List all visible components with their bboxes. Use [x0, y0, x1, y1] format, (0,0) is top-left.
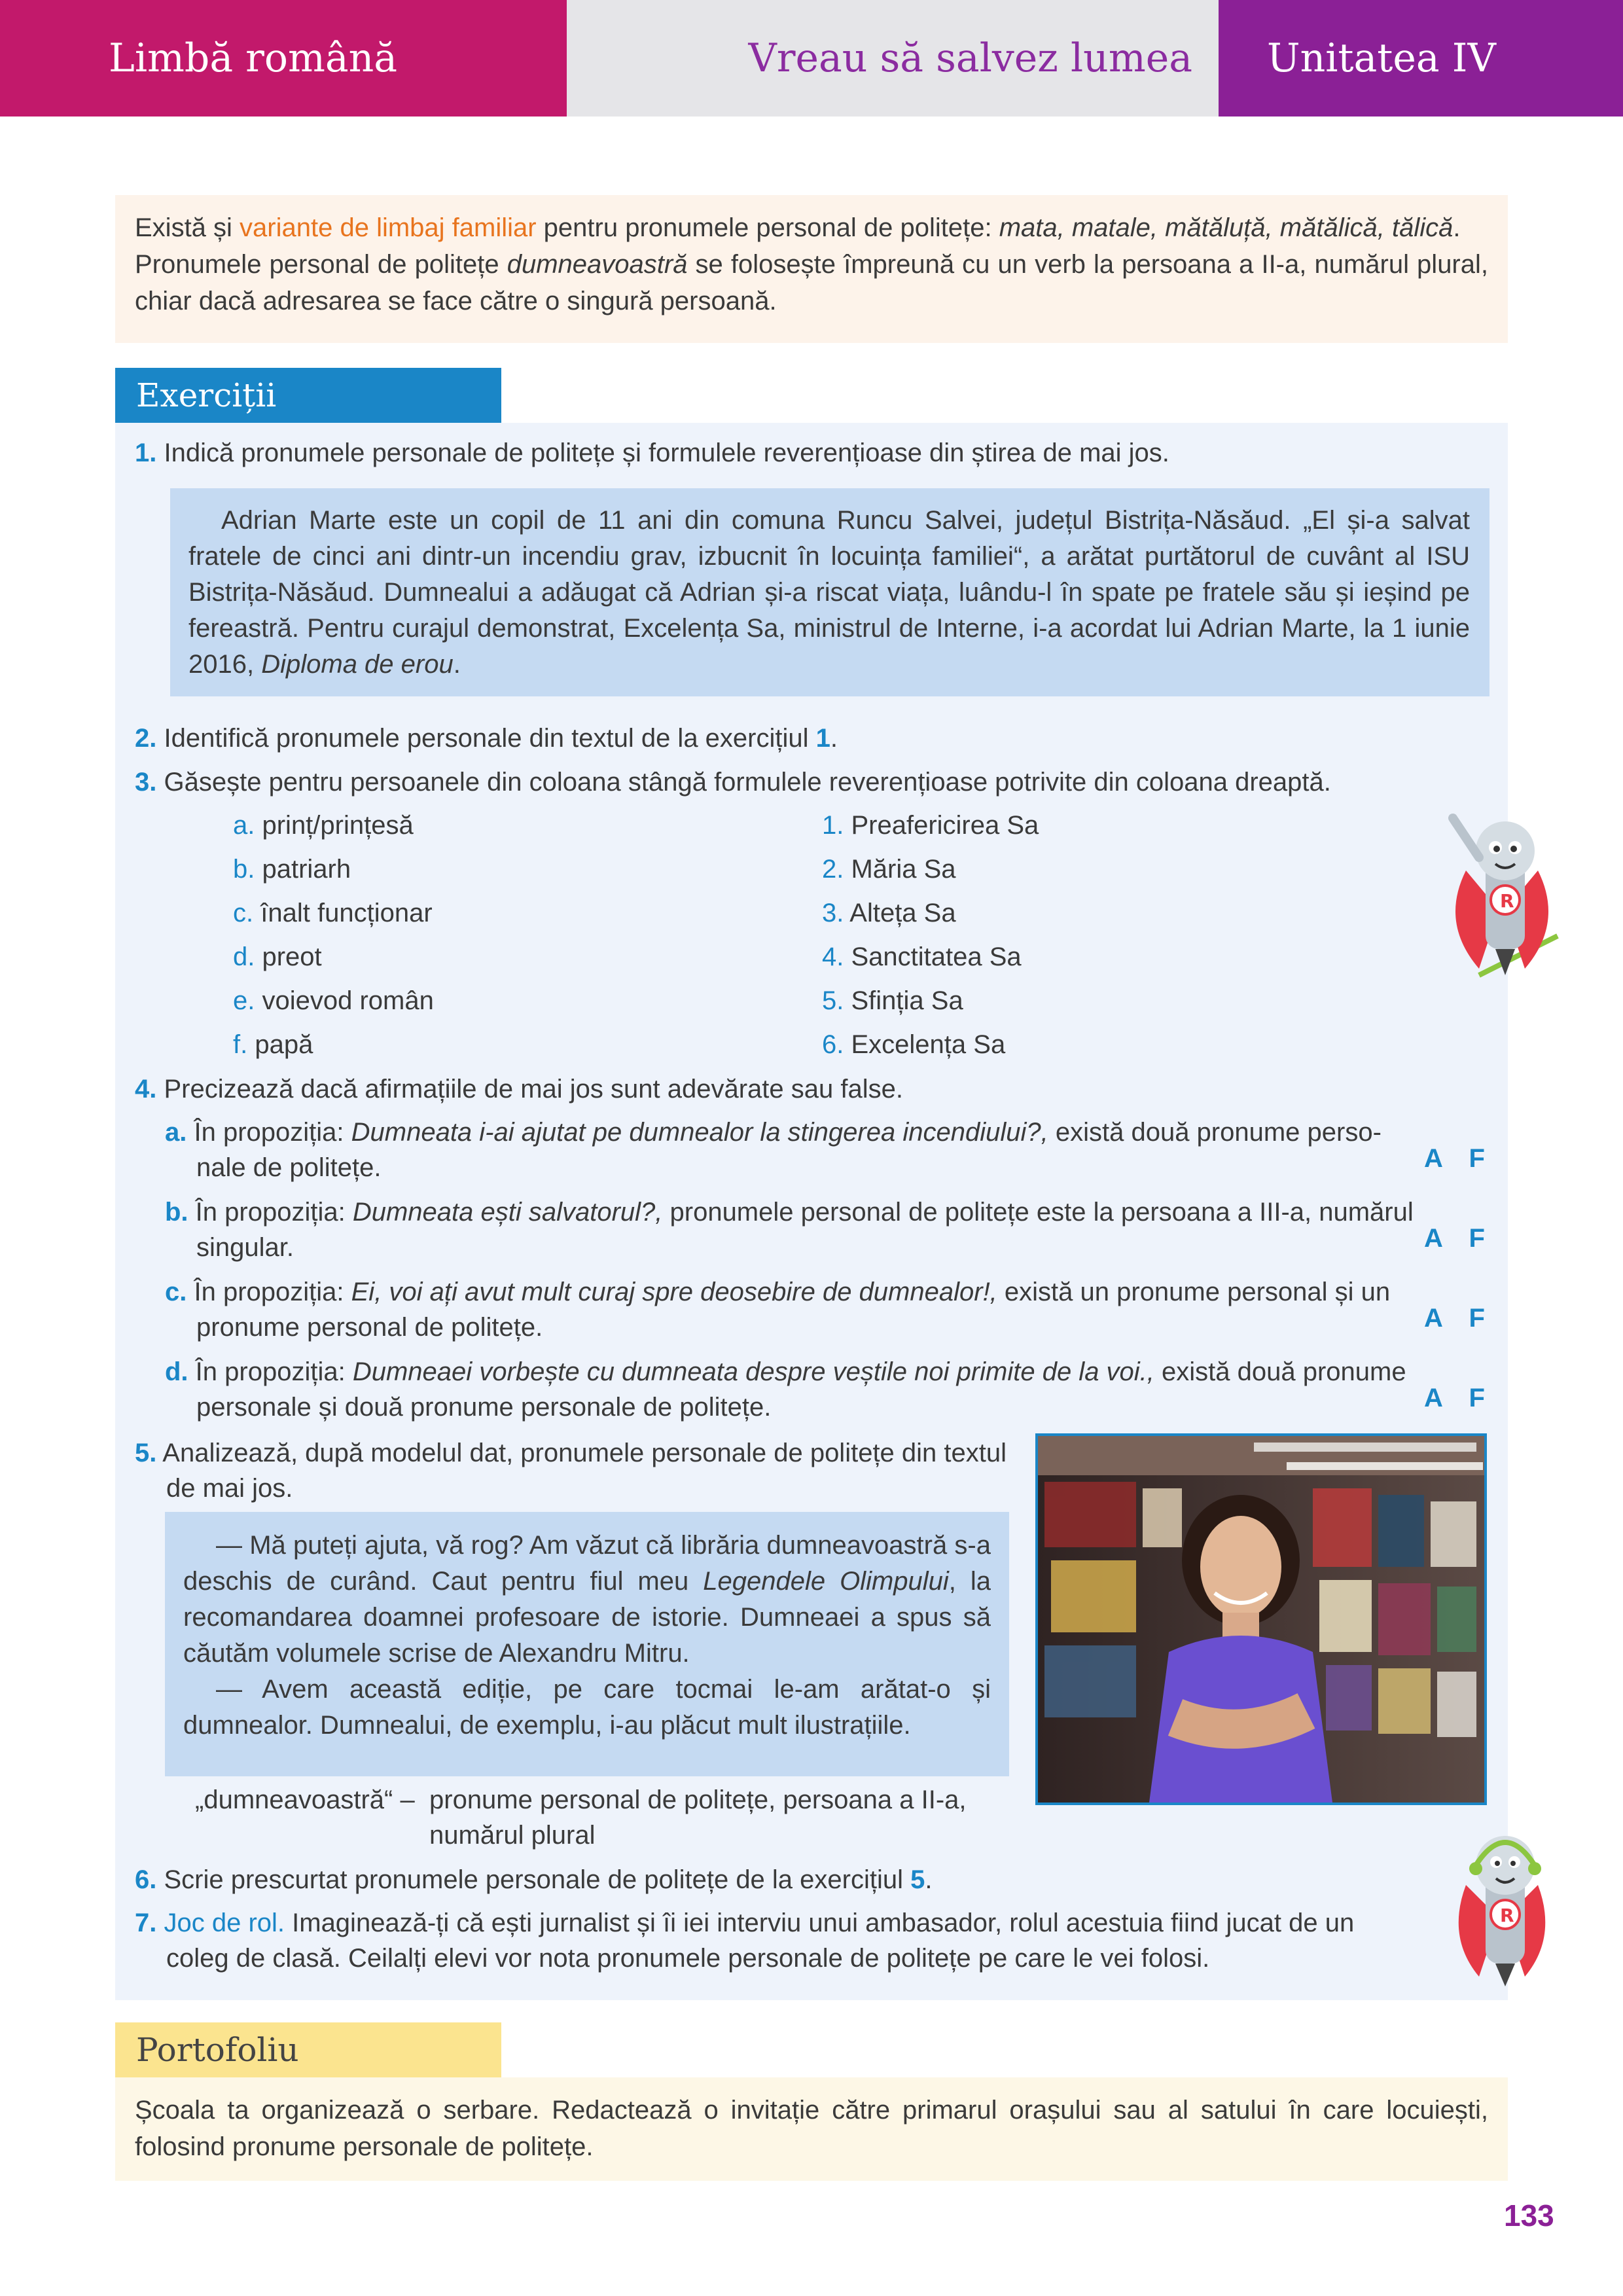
statement-item: b. În propoziția: Dumneata ești salvatorul?, pronumele personal de politețe este la persoana a III-a, numărul	[165, 1198, 1414, 1227]
exercise-2: 2. Identifică pronumele personale din textul de la exercițiul 1.	[135, 724, 838, 753]
exercise-3: 3. Găsește pentru persoanele din coloana stângă formulele reverențioase potrivite din coloana dreaptă.	[135, 768, 1331, 797]
true-false-options[interactable]: A F	[1424, 1144, 1485, 1173]
true-false-options[interactable]: A F	[1424, 1224, 1485, 1253]
model-analysis: pronume personal de politețe, persoana a II-a,	[429, 1785, 967, 1814]
unit-title: Unitatea IV	[1219, 0, 1623, 117]
subject-title: Limbă română	[0, 0, 567, 117]
exercises-heading: Exerciții	[115, 368, 501, 423]
left-item: c. înalt funcționar	[233, 899, 433, 927]
right-item: 1. Preafericirea Sa	[822, 811, 1039, 840]
right-item: 6. Excelența Sa	[822, 1030, 1006, 1059]
left-item: a. prinț/prințesă	[233, 811, 414, 840]
left-item: b. patriarh	[233, 855, 351, 884]
news-excerpt: Adrian Marte este un copil de 11 ani din comuna Runcu Salvei, județul Bistrița-Năsăud. „El și-a salvat fratele de cinci ani dintr-un incendiu grav, izbucnit în locuința familiei“, a arătat purtătorul de cuvânt al ISU Bistrița-Năsăud. Dumnealui a adăugat că Adrian și-a riscat viața, luându-l în spate pe fratele său și ieșind pe fereastră. Pentru curajul demonstrat, Excelența Sa, ministrul de Interne, i-a acordat lui Adrian Marte, la 1 iunie 2016, Diploma de erou.	[170, 488, 1489, 696]
right-item: 3. Alteța Sa	[822, 899, 956, 927]
right-item: 4. Sanctitatea Sa	[822, 942, 1022, 971]
true-false-options[interactable]: A F	[1424, 1304, 1485, 1333]
pencil-hero-mascot-icon	[1440, 812, 1571, 982]
exercise-4: 4. Precizează dacă afirmațiile de mai jos sunt adevărate sau false.	[135, 1075, 903, 1103]
statement-item: c. În propoziția: Ei, voi ați avut mult curaj spre deosebire de dumnealor!, există un pronume personal și un	[165, 1278, 1391, 1306]
dialogue-excerpt: — Mă puteți ajuta, vă rog? Am văzut că librăria dumneavoastră s-a deschis de curând. Caut pentru fiul meu Legendele Olimpului, la recomandarea doamnei profesoare de istorie. Dumneaei a spus să căutăm volumele scrise de Alexandru Mitru. — Avem această ediție, pe care tocmai le-am arătat-o și dumnealor. Dumnealui, de exemplu, i-au plăcut mult ilustrațiile.	[165, 1512, 1009, 1776]
info-note: Există și variante de limbaj familiar pentru pronumele personal de politețe: mata, matale, mătăluță, mătălică, tălică. Pronumele personal de politețe dumneavoastră se folosește împreună cu un verb la persoana a II-a, numărul plural, chiar dacă adresarea se face către o singură persoană.	[115, 195, 1508, 343]
page-number: 133	[1504, 2198, 1554, 2233]
highlight-term: variante de limbaj familiar	[240, 213, 537, 242]
portfolio-text: Școala ta organizează o serbare. Redactează o invitație către primarul orașului sau al satului în care locuiești, folosind pronume personale de politețe.	[115, 2077, 1508, 2181]
statement-item: a. În propoziția: Dumneata i-ai ajutat pe dumnealor la stingerea incendiului?, există două pronume perso-	[165, 1118, 1382, 1147]
bookstore-photo	[1035, 1433, 1487, 1805]
true-false-options[interactable]: A F	[1424, 1384, 1485, 1412]
theme-title: Vreau să salvez lumea	[567, 0, 1219, 117]
exercise-7: 7. Joc de rol. Imaginează-ți că ești jurnalist și îi iei interviu unui ambasador, rolul acestuia fiind jucat de un	[135, 1909, 1355, 1937]
svg-text:R: R	[1500, 890, 1514, 912]
portfolio-heading: Portofoliu	[115, 2022, 501, 2077]
left-item: d. preot	[233, 942, 322, 971]
left-item: f. papă	[233, 1030, 313, 1059]
exercise-5: 5. Analizează, după modelul dat, pronumele personale de politețe din textul	[135, 1439, 1007, 1467]
right-item: 2. Măria Sa	[822, 855, 956, 884]
model-term: „dumneavoastră“ –	[195, 1785, 415, 1814]
svg-text:R: R	[1500, 1905, 1514, 1926]
right-item: 5. Sfinția Sa	[822, 986, 963, 1015]
exercise-1: 1. Indică pronumele personale de politețe și formulele reverențioase din știrea de mai jos.	[135, 439, 1169, 467]
statement-item: d. În propoziția: Dumneaei vorbește cu dumneata despre veștile noi primite de la voi., există două pronume	[165, 1357, 1406, 1386]
left-item: e. voievod român	[233, 986, 434, 1015]
pencil-hero-mascot-headset-icon	[1446, 1826, 1564, 1990]
exercise-6: 6. Scrie prescurtat pronumele personale de politețe de la exercițiul 5.	[135, 1865, 933, 1894]
role-play-label: Joc de rol.	[164, 1909, 285, 1937]
